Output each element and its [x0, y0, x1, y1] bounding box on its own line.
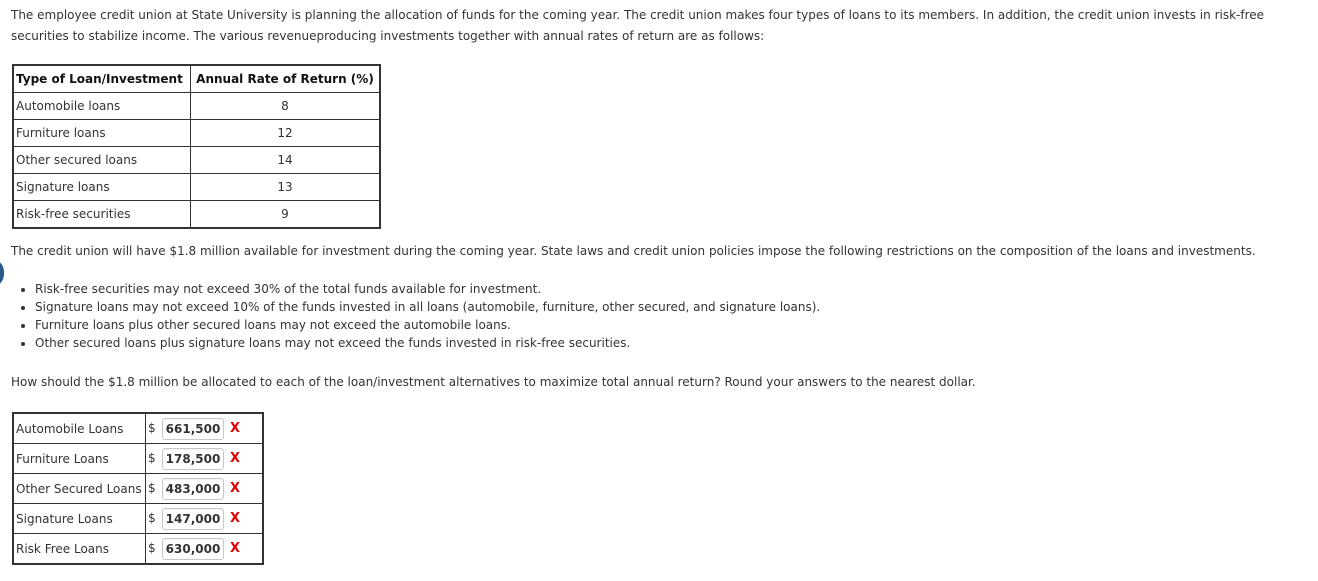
- loan-rate: 8: [191, 93, 381, 120]
- loan-rate: 12: [191, 120, 381, 147]
- incorrect-icon: X: [229, 511, 240, 526]
- answer-input-furniture[interactable]: 178,500: [162, 448, 224, 470]
- restriction-item: • Risk-free securities may not exceed 30% of the total funds available for investment.: [35, 280, 820, 298]
- answer-cell: [146, 474, 264, 504]
- rates-table-header: [13, 65, 380, 93]
- restriction-item: • Furniture loans plus other secured loans may not exceed the automobile loans.: [35, 316, 820, 334]
- funds-paragraph: The credit union will have $1.8 million available for investment during the coming year. State laws and credit union policies impose the following restrictions on the composition of the loans and investments.: [11, 244, 1256, 258]
- answer-cell: [146, 444, 264, 474]
- currency-symbol: $: [148, 451, 156, 465]
- table-row: [13, 201, 380, 229]
- answer-cell: [146, 534, 264, 565]
- incorrect-icon: X: [229, 421, 240, 436]
- answer-label: Other Secured Loans: [13, 474, 146, 504]
- table-row: [13, 147, 380, 174]
- answer-cell: [146, 413, 264, 444]
- table-row: [13, 120, 380, 147]
- currency-symbol: $: [148, 481, 156, 495]
- answers-table: [12, 412, 264, 565]
- answer-row: [13, 413, 263, 444]
- loan-rate: 14: [191, 147, 381, 174]
- answer-input-signature[interactable]: 147,000: [162, 508, 224, 530]
- loan-type: Furniture loans: [13, 120, 191, 147]
- answer-cell: [146, 504, 264, 534]
- loan-rate: 9: [191, 201, 381, 229]
- problem-intro: The employee credit union at State University is planning the allocation of funds for the coming year. The credit union makes four types of loans to its members. In addition, the credit union invests in risk-free securities to stabilize income. The various revenueproducing investments together with annual rates of return are as follows:: [11, 8, 1265, 43]
- answer-label: Furniture Loans: [13, 444, 146, 474]
- header-rate: Annual Rate of Return (%): [191, 65, 381, 93]
- table-row: [13, 93, 380, 120]
- loan-type: Signature loans: [13, 174, 191, 201]
- currency-symbol: $: [148, 541, 156, 555]
- answer-row: [13, 474, 263, 504]
- rates-table: [12, 64, 381, 229]
- loan-type: Risk-free securities: [13, 201, 191, 229]
- answer-label: Signature Loans: [13, 504, 146, 534]
- answer-input-risk-free[interactable]: 630,000: [162, 538, 224, 560]
- header-type: Type of Loan/Investment: [13, 65, 191, 93]
- currency-symbol: $: [148, 421, 156, 435]
- answer-row: [13, 504, 263, 534]
- answer-input-other-secured[interactable]: 483,000: [162, 478, 224, 500]
- incorrect-icon: X: [229, 451, 240, 466]
- incorrect-icon: X: [229, 481, 240, 496]
- table-row: [13, 174, 380, 201]
- answer-row: [13, 534, 263, 565]
- loan-type: Automobile loans: [13, 93, 191, 120]
- answer-label: Automobile Loans: [13, 413, 146, 444]
- restrictions-list: [0, 280, 820, 352]
- incorrect-icon: X: [229, 541, 240, 556]
- loan-rate: 13: [191, 174, 381, 201]
- answer-row: [13, 444, 263, 474]
- currency-symbol: $: [148, 511, 156, 525]
- answer-input-automobile[interactable]: 661,500: [162, 418, 224, 440]
- question-text: How should the $1.8 million be allocated to each of the loan/investment alternatives to maximize total annual return? Round your answers to the nearest dollar.: [11, 375, 976, 389]
- loan-type: Other secured loans: [13, 147, 191, 174]
- restriction-item: • Other secured loans plus signature loans may not exceed the funds invested in risk-free securities.: [35, 334, 820, 352]
- answer-label: Risk Free Loans: [13, 534, 146, 565]
- restriction-item: • Signature loans may not exceed 10% of the funds invested in all loans (automobile, furniture, other secured, and signature loans).: [35, 298, 820, 316]
